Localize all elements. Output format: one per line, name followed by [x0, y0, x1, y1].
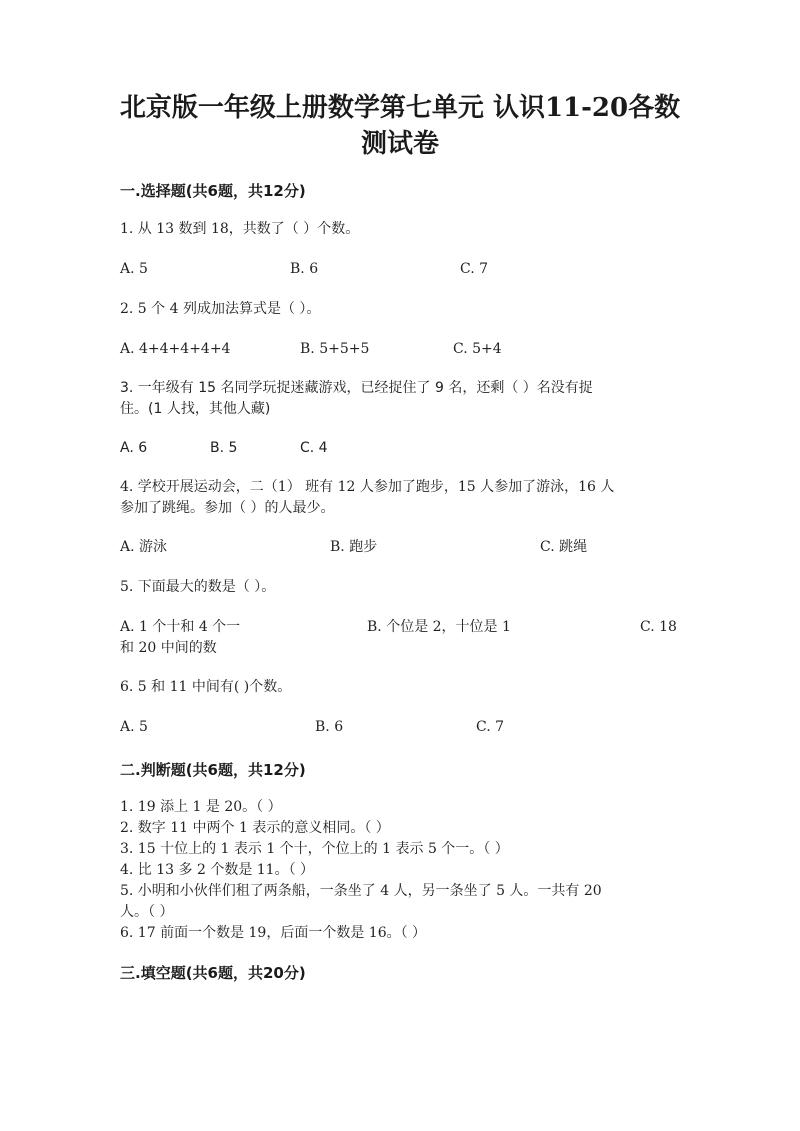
question-6-option-c: C. 7: [476, 719, 505, 735]
question-2-option-c: C. 5+4: [453, 341, 502, 357]
judge-item-4: 4. 比 13 多 2 个数是 11。（ ）: [120, 862, 315, 878]
question-5-option-a-line1: A. 1 个十和 4 个一: [120, 619, 241, 635]
question-5-option-a-line2: 和 20 中间的数: [120, 640, 217, 656]
page-title-line1: 北京版一年级上册数学第七单元 认识11-20各数: [119, 93, 681, 123]
judge-item-5-line2: 人。（ ）: [120, 904, 174, 920]
judge-item-3: 3. 15 十位上的 1 表示 1 个十，个位上的 1 表示 5 个一。（ ）: [120, 841, 509, 857]
judge-item-5-line1: 5. 小明和小伙伴们租了两条船，一条坐了 4 人，另一条坐了 5 人。一共有 20: [120, 883, 602, 899]
judge-item-2: 2. 数字 11 中两个 1 表示的意义相同。（ ）: [120, 820, 390, 836]
question-5-option-b: B. 个位是 2，十位是 1: [367, 619, 511, 635]
question-5-stem: 5. 下面最大的数是（ ）。: [120, 579, 276, 595]
question-6-stem: 6. 5 和 11 中间有( )个数。: [120, 679, 292, 695]
question-4-stem-line1: 4. 学校开展运动会，二（1） 班有 12 人参加了跑步，15 人参加了游泳，16 人: [120, 479, 615, 495]
question-2-stem: 2. 5 个 4 列成加法算式是（ ）。: [120, 301, 321, 317]
question-4-option-b: B. 跑步: [330, 539, 378, 555]
question-2-option-b: B. 5+5+5: [300, 341, 370, 357]
question-5-option-c: C. 18: [640, 619, 677, 635]
question-1-option-a: A. 5: [120, 261, 148, 277]
question-3-option-b: B. 5: [210, 440, 238, 456]
question-4-option-c: C. 跳绳: [540, 539, 588, 555]
question-2-option-a: A. 4+4+4+4+4: [120, 341, 231, 357]
question-1-option-b: B. 6: [290, 261, 319, 277]
question-4-option-a: A. 游泳: [120, 539, 168, 555]
judge-item-1: 1. 19 添上 1 是 20。（ ）: [120, 799, 282, 815]
question-3-option-c: C. 4: [300, 440, 328, 456]
question-6-option-a: A. 5: [120, 719, 148, 735]
question-3-stem-line2: 住。(1 人找，其他人藏): [120, 401, 271, 417]
question-1-option-c: C. 7: [460, 261, 489, 277]
question-1-stem: 1. 从 13 数到 18，共数了（ ）个数。: [120, 221, 360, 237]
page-title-line2: 测试卷: [360, 129, 439, 159]
section-heading-choice: 一.选择题(共6题，共12分): [120, 182, 306, 200]
section-heading-judge: 二.判断题(共6题，共12分): [120, 761, 306, 779]
section-heading-fill: 三.填空题(共6题，共20分): [120, 964, 306, 982]
question-4-stem-line2: 参加了跳绳。参加（ ）的人最少。: [120, 500, 335, 516]
question-6-option-b: B. 6: [315, 719, 344, 735]
question-3-option-a: A. 6: [120, 440, 148, 456]
question-3-stem-line1: 3. 一年级有 15 名同学玩捉迷藏游戏，已经捉住了 9 名，还剩（ ）名没有捉: [120, 380, 593, 396]
judge-item-6: 6. 17 前面一个数是 19，后面一个数是 16。（ ）: [120, 925, 427, 941]
